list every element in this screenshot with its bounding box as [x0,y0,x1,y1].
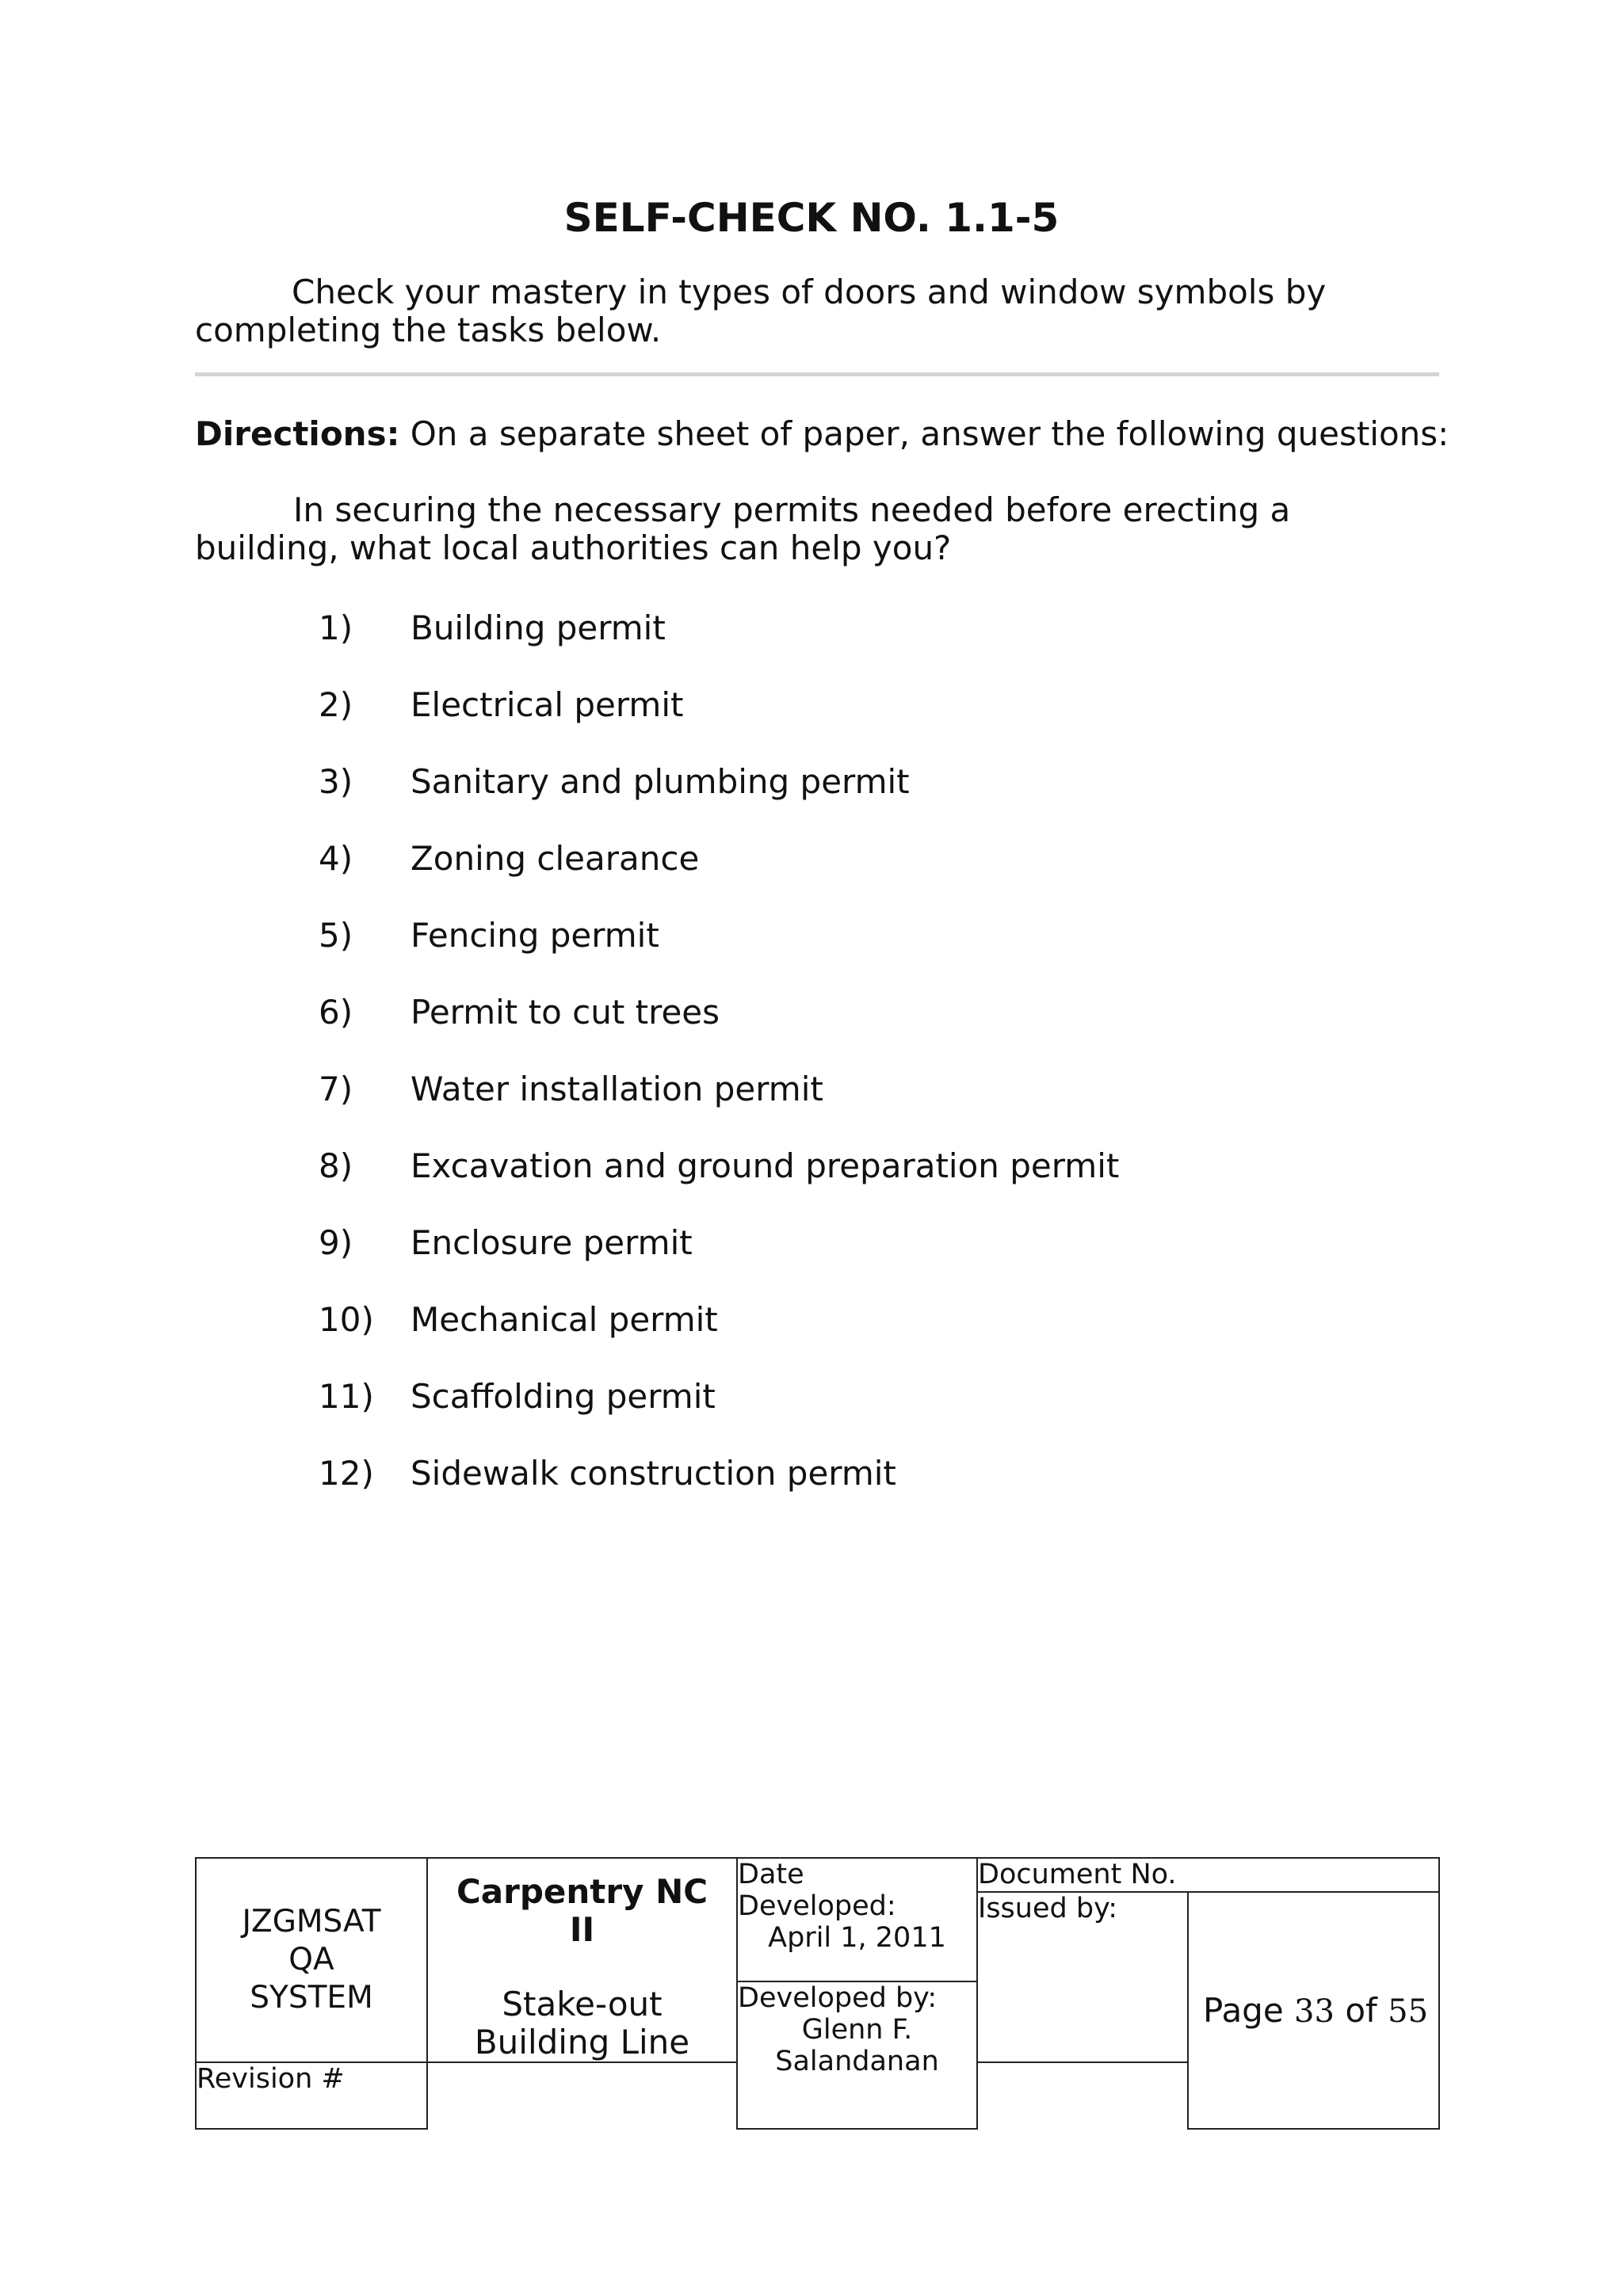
module-title [428,1985,736,2061]
question-paragraph [195,491,1439,567]
item-number: 8) [319,1146,353,1185]
document-no-cell [977,1858,1439,1892]
revision-label: Revision # [197,2063,345,2095]
item-text: Sanitary and plumbing permit [411,762,910,801]
item-number: 10) [319,1300,374,1339]
org-system: SYSTEM [250,1980,373,2016]
course-title-line2: II [569,1910,595,1949]
item-number: 2) [319,685,353,724]
item-number: 12) [319,1454,374,1493]
item-number: 7) [319,1070,353,1108]
developed-by-label: Developed by: [738,1981,938,2014]
item-text: Sidewalk construction permit [411,1454,896,1493]
intro-paragraph [195,273,1439,349]
course-title [428,1873,736,1949]
directions-label: Directions: [195,414,400,453]
date-developed-label-line2: Developed: [738,1890,896,1922]
item-text: Fencing permit [411,916,659,955]
page-title: SELF-CHECK NO. 1.1-5 [563,195,1060,241]
directions-text: On a separate sheet of paper, answer the following questions: [410,414,1449,453]
item-number: 3) [319,762,353,801]
page-current: 33 [1294,1993,1335,2030]
org-name: JZGMSAT [242,1904,381,1939]
item-number: 1) [319,608,353,647]
developer-name-line2: Salandanan [775,2045,939,2077]
issued-by-cell [977,1892,1188,2062]
item-number: 9) [319,1223,353,1262]
item-number: 5) [319,916,353,955]
item-number: 4) [319,839,353,878]
module-title-line2: Building Line [474,2023,690,2061]
directions-line [195,414,1495,455]
page-number-cell [1188,1892,1439,2129]
item-text: Zoning clearance [411,839,700,878]
revision-cell [196,2062,427,2129]
page-of: of [1345,1991,1377,2030]
course-cell [427,1858,737,2062]
item-text: Permit to cut trees [411,993,720,1032]
item-text: Water installation permit [411,1070,823,1108]
organization-cell [196,1858,427,2062]
module-title-line1: Stake-out [502,1985,663,2023]
developed-by-cell [737,1981,977,2130]
item-text: Mechanical permit [411,1300,718,1339]
item-number: 6) [319,993,353,1032]
org-qa: QA [288,1942,334,1978]
intro-text: Check your mastery in types of doors and window symbols by completing the tasks below. [195,273,1327,349]
page-label: Page [1203,1991,1284,2030]
date-developed-label-line1: Date [738,1859,804,1890]
item-text: Building permit [411,608,666,647]
date-developed-cell [737,1858,977,1981]
item-text: Excavation and ground preparation permit [411,1146,1120,1185]
document-no-label: Document No. [978,1859,1177,1890]
item-text: Electrical permit [411,685,684,724]
course-title-line1: Carpentry NC [456,1872,708,1911]
item-number: 11) [319,1377,374,1416]
item-text: Enclosure permit [411,1223,693,1262]
divider [195,372,1439,376]
date-developed-value: April 1, 2011 [768,1922,946,1954]
document-footer-table [195,1857,1440,2130]
item-text: Scaffolding permit [411,1377,716,1416]
page-total: 55 [1388,1993,1429,2030]
question-text: In securing the necessary permits needed before erecting a building, what local authorities can help you? [195,490,1291,567]
developer-name-line1: Glenn F. [801,2013,913,2046]
issued-by-label: Issued by: [978,1893,1118,1924]
